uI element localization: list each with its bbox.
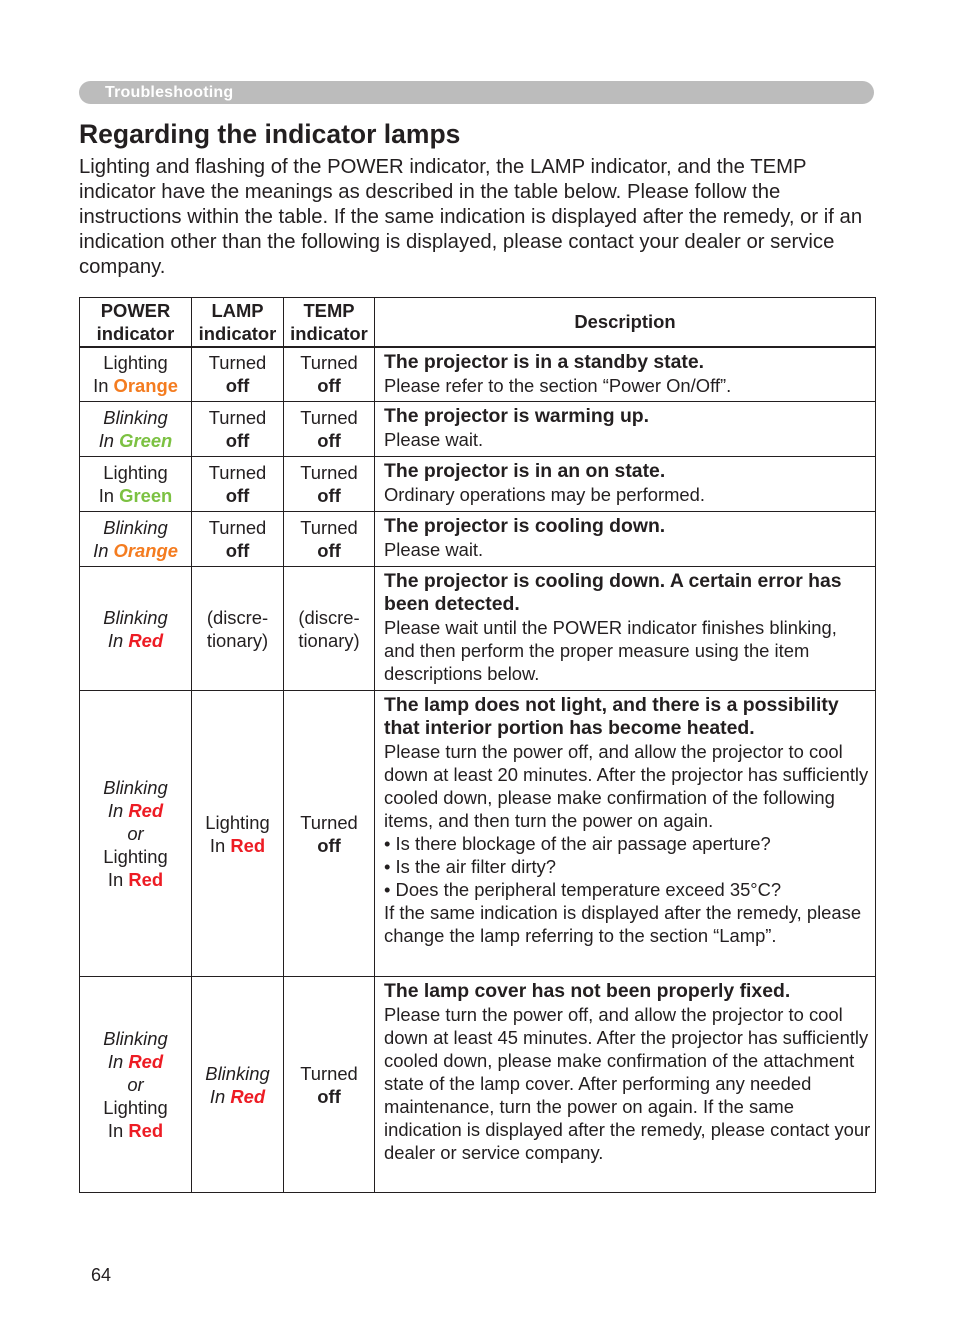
power-cell: Blinking In Orange bbox=[80, 512, 192, 567]
table-header-row bbox=[80, 298, 876, 347]
table-row bbox=[80, 512, 876, 567]
description-body: Please refer to the section “Power On/Off”. bbox=[384, 374, 732, 396]
description-heading: The projector is cooling down. A certain error has been detected. bbox=[384, 570, 842, 615]
temp-cell: Turned off bbox=[284, 691, 375, 977]
lamp-cell: (discre- tionary) bbox=[192, 567, 284, 691]
lamp-cell: Turned off bbox=[192, 402, 284, 457]
checklist-item: • Is the air filter dirty? bbox=[384, 856, 557, 877]
section-label: Troubleshooting bbox=[105, 84, 234, 101]
description-cell bbox=[375, 691, 876, 977]
lamp-cell: Lighting In Red bbox=[192, 691, 284, 977]
table-row bbox=[80, 567, 876, 691]
power-cell: Blinking In Red or Lighting In Red bbox=[80, 691, 192, 977]
table-row bbox=[80, 977, 876, 1193]
description-cell bbox=[375, 402, 876, 457]
checklist-item: • Is there blockage of the air passage aperture? bbox=[384, 833, 771, 854]
temp-cell: Turned off bbox=[284, 512, 375, 567]
power-cell: Blinking In Red bbox=[80, 567, 192, 691]
temp-cell: (discre- tionary) bbox=[284, 567, 375, 691]
section-header-bar bbox=[79, 81, 874, 104]
power-cell: Lighting In Green bbox=[80, 457, 192, 512]
description-cell bbox=[375, 512, 876, 567]
table-row bbox=[80, 347, 876, 402]
lamp-cell: Blinking In Red bbox=[192, 977, 284, 1193]
description-heading: The lamp cover has not been properly fixed. bbox=[384, 980, 791, 1002]
page-title: Regarding the indicator lamps bbox=[79, 119, 461, 149]
description-body: Please turn the power off, and allow the projector to cool down at least 20 minutes. After the projector has sufficiently cooled down, please make confirmation of the following items, and then turn the power on again. bbox=[384, 741, 869, 831]
description-body: If the same indication is displayed after the remedy, please change the lamp referring to the section “Lamp”. bbox=[384, 902, 862, 946]
intro-paragraph: Lighting and flashing of the POWER indicator, the LAMP indicator, and the TEMP indicator have the meanings as described in the table below. Please follow the instructions within the table. If the same indication is displayed after the remedy, or if an indication other than the following is displayed, please contact your dealer or service company. bbox=[79, 156, 863, 278]
temp-cell: Turned off bbox=[284, 347, 375, 402]
header-description: Description bbox=[375, 298, 876, 347]
header-lamp: LAMP indicator bbox=[192, 298, 284, 347]
page-number: 64 bbox=[91, 1265, 112, 1285]
description-body: Please wait. bbox=[384, 429, 484, 450]
description-body: Please wait. bbox=[384, 539, 484, 560]
description-cell bbox=[375, 567, 876, 691]
description-heading: The projector is in a standby state. bbox=[384, 350, 705, 373]
description-cell bbox=[375, 457, 876, 512]
table-row bbox=[80, 691, 876, 977]
table-row bbox=[80, 457, 876, 512]
description-cell bbox=[375, 977, 876, 1193]
description-body: Please wait until the POWER indicator finishes blinking, and then perform the proper measure using the item descriptions below. bbox=[384, 617, 837, 684]
description-heading: The projector is warming up. bbox=[384, 405, 650, 427]
power-cell: Blinking In Red or Lighting In Red bbox=[80, 977, 192, 1193]
temp-cell: Turned off bbox=[284, 977, 375, 1193]
description-heading: The projector is cooling down. bbox=[384, 515, 666, 537]
checklist-item: • Does the peripheral temperature exceed 35°C? bbox=[384, 879, 782, 900]
description-heading: The lamp does not light, and there is a possibility that interior portion has become heated. bbox=[384, 694, 839, 739]
header-power: POWER indicator bbox=[80, 298, 192, 347]
description-heading: The projector is in an on state. bbox=[384, 460, 666, 482]
temp-cell: Turned off bbox=[284, 402, 375, 457]
description-body: Please turn the power off, and allow the projector to cool down at least 45 minutes. After the projector has sufficiently cooled down, please make confirmation of the attachment state of the lamp cover. After performing any needed maintenance, turn the power on again. If the same indication is displayed after the remedy, please contact your dealer or service company. bbox=[384, 1004, 871, 1163]
description-cell bbox=[375, 347, 876, 402]
description-body: Ordinary operations may be performed. bbox=[384, 484, 705, 505]
table-row bbox=[80, 402, 876, 457]
power-cell: Lighting In Orange bbox=[80, 347, 192, 402]
lamp-cell: Turned off bbox=[192, 347, 284, 402]
header-temp: TEMP indicator bbox=[284, 298, 375, 347]
indicator-table bbox=[79, 297, 876, 1193]
power-cell: Blinking In Green bbox=[80, 402, 192, 457]
lamp-cell: Turned off bbox=[192, 512, 284, 567]
lamp-cell: Turned off bbox=[192, 457, 284, 512]
temp-cell: Turned off bbox=[284, 457, 375, 512]
